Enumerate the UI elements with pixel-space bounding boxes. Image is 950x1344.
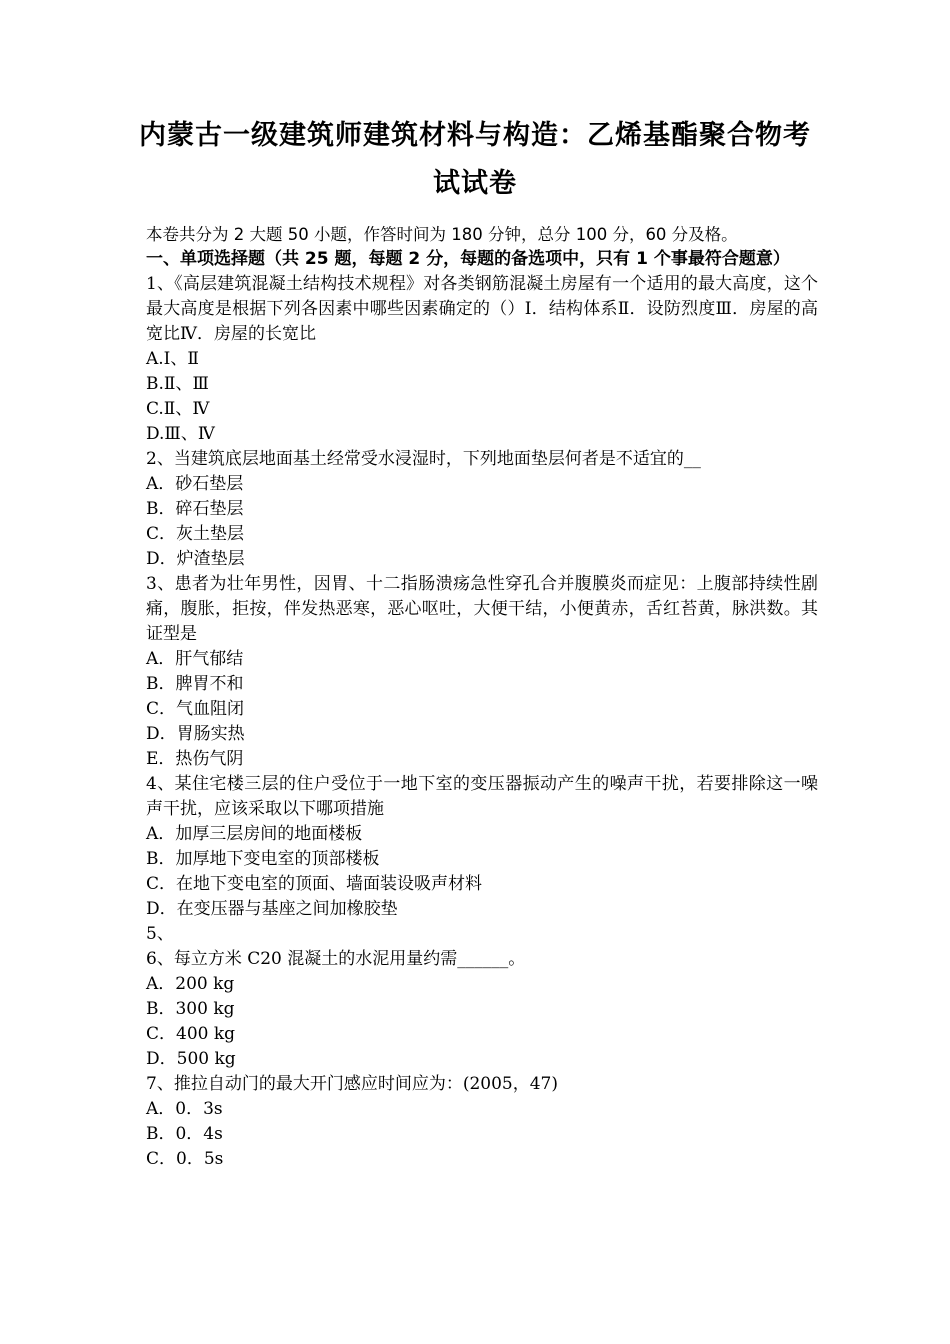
- option-c: C．在地下变电室的顶面、墙面装设吸声材料: [146, 874, 483, 894]
- option-a: A．砂石垫层: [146, 474, 244, 494]
- question-2: [146, 447, 818, 572]
- question-3: [146, 572, 818, 772]
- question-stem: 2、当建筑底层地面基土经常受水浸湿时，下列地面垫层何者是不适宜的__: [146, 449, 701, 469]
- section-heading: 一、单项选择题（共 25 题，每题 2 分，每题的备选项中，只有 1 个事最符合题意）: [146, 249, 790, 269]
- question-stem: 5、: [146, 924, 174, 944]
- option-d: D．在变压器与基座之间加橡胶垫: [146, 899, 398, 919]
- option-a: A．加厚三层房间的地面楼板: [146, 824, 363, 844]
- option-d: D．胃肠实热: [146, 724, 245, 744]
- option-a: A．200 kg: [146, 974, 235, 994]
- question-stem: 3、患者为壮年男性，因胃、十二指肠溃疡急性穿孔合并腹膜炎而症见：上腹部持续性剧痛，腹胀，拒按，伴发热恶寒，恶心呕吐，大便干结，小便黄赤，舌红苔黄，脉洪数。其证型是: [146, 574, 818, 644]
- question-stem: 6、每立方米 C20 混凝土的水泥用量约需______。: [146, 949, 526, 969]
- document-body: [146, 222, 818, 1172]
- question-7: [146, 1072, 818, 1172]
- question-1: [146, 272, 818, 447]
- option-d: D．500 kg: [146, 1049, 236, 1069]
- option-c: C．400 kg: [146, 1024, 236, 1044]
- question-stem: 7、推拉自动门的最大开门感应时间应为：(2005，47): [146, 1074, 558, 1094]
- document-title: 内蒙古一级建筑师建筑材料与构造：乙烯基酯聚合物考试试卷: [139, 120, 811, 199]
- option-d: D．炉渣垫层: [146, 549, 245, 569]
- option-e: E．热伤气阴: [146, 749, 244, 769]
- question-stem: 1、《高层建筑混凝土结构技术规程》对各类钢筋混凝土房屋有一个适用的最大高度，这个最大高度是根据下列各因素中哪些因素确定的（）Ⅰ．结构体系Ⅱ．设防烈度Ⅲ．房屋的高宽比Ⅳ．房屋的长宽比: [146, 274, 818, 344]
- option-b: B．碎石垫层: [146, 499, 244, 519]
- option-d: D.Ⅲ、Ⅳ: [146, 424, 215, 444]
- option-a: A.Ⅰ、Ⅱ: [146, 349, 199, 369]
- exam-intro: 本卷共分为 2 大题 50 小题，作答时间为 180 分钟，总分 100 分，60 分及格。: [146, 225, 738, 244]
- option-a: A．肝气郁结: [146, 649, 244, 669]
- question-6: [146, 947, 818, 1072]
- option-b: B．加厚地下变电室的顶部楼板: [146, 849, 380, 869]
- question-5: [146, 922, 818, 947]
- option-b: B.Ⅱ、Ⅲ: [146, 374, 209, 394]
- option-c: C．灰土垫层: [146, 524, 245, 544]
- question-4: [146, 772, 818, 922]
- option-a: A．0．3s: [146, 1099, 223, 1119]
- option-b: B．0．4s: [146, 1124, 223, 1144]
- option-b: B．300 kg: [146, 999, 235, 1019]
- option-c: C.Ⅱ、Ⅳ: [146, 399, 210, 419]
- question-stem: 4、某住宅楼三层的住户受位于一地下室的变压器振动产生的噪声干扰，若要排除这一噪声干扰，应该采取以下哪项措施: [146, 774, 818, 819]
- option-c: C．0．5s: [146, 1149, 224, 1169]
- option-c: C．气血阻闭: [146, 699, 245, 719]
- option-b: B．脾胃不和: [146, 674, 244, 694]
